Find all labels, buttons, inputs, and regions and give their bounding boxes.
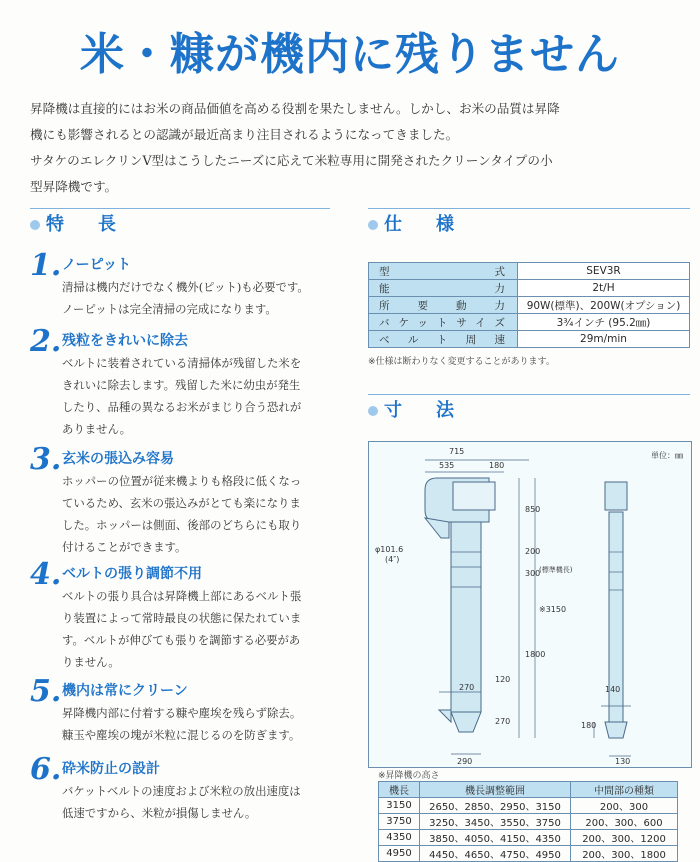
feature-number: 1.: [30, 248, 62, 283]
svg-text:850: 850: [525, 505, 541, 514]
bullet-icon: [368, 406, 378, 416]
svg-text:1800: 1800: [525, 650, 546, 659]
feature-body: ホッパーの位置が従来機よりも格段に低くなっ ているため、玄米の張込みがとても楽になりま した。ホッパーは側面、後部のどちらにも取り 付けることができます。: [62, 474, 302, 554]
intro-line: サタケのエレクリンV型はこうしたニーズに応えて米粒専用に開発されたクリーンタイプの小: [30, 153, 553, 168]
bullet-icon: [368, 220, 378, 230]
feature-number: 5.: [30, 674, 62, 709]
feature-title: 機内は常にクリーン: [62, 683, 188, 699]
feature-title: 残粒をきれいに除去: [62, 333, 188, 349]
table-row: ベルト周速 29m/min: [369, 331, 690, 348]
page-title: 米・糠が機内に残りません: [80, 29, 620, 80]
feature-item: [30, 324, 330, 440]
svg-text:200: 200: [525, 547, 541, 556]
side-boot: [605, 722, 627, 738]
intro-line: 機にも影響されるとの認識が最近高まり注目されるようになってきました。: [30, 127, 459, 142]
feature-item: [30, 674, 330, 746]
svg-text:270: 270: [459, 683, 475, 692]
svg-text:(標準機長): (標準機長): [539, 566, 573, 574]
feature-title: ベルトの張り調節不用: [62, 566, 202, 582]
feature-body: 昇降機内部に付着する糠や塵埃を残らず除去。 糠玉や塵埃の塊が米粒に混じるのを防ぎます。: [62, 706, 302, 742]
svg-text:φ101.6: φ101.6: [375, 545, 404, 554]
unit-label: 単位：㎜: [651, 451, 683, 460]
side-head: [605, 482, 627, 510]
feature-body: 清掃は機内だけでなく機外(ピット)も必要です。 ノーピットは完全清掃の完成になります。: [62, 280, 309, 316]
dimension-drawing: [368, 441, 692, 768]
table-row: 型式 SEV3R: [369, 263, 690, 280]
svg-text:180: 180: [489, 461, 505, 470]
feature-number: 2.: [30, 324, 62, 359]
feature-body: ベルトの張り具合は昇降機上部にあるベルト張 り装置によって常時最良の状態に保たれていま す。ベルトが伸びても張りを調節する必要があ りません。: [62, 589, 302, 669]
intro-text: [30, 96, 680, 200]
feature-item: [30, 557, 330, 673]
boot: [451, 712, 481, 732]
length-note: ※昇降機の高さ: [378, 771, 440, 781]
feature-number: 4.: [30, 557, 62, 592]
table-row: 3750 3250、3450、3550、3750 200、300、600: [379, 814, 678, 830]
svg-text:180: 180: [581, 721, 597, 730]
table-header-row: 機長 機長調整範囲 中間部の種類: [379, 782, 678, 798]
spec-note: ※仕様は断わりなく変更することがあります。: [368, 357, 555, 367]
svg-text:300: 300: [525, 569, 541, 578]
feature-body: バケットベルトの速度および米粒の放出速度は 低速ですから、米粒が損傷しません。: [62, 784, 301, 820]
feature-body: ベルトに装着されている清掃体が残留した米を きれいに除去します。残留した米に幼虫が発生 したり、品種の異なるお米がまじり合う恐れが ありません。: [62, 356, 302, 436]
feature-number: 3.: [30, 442, 62, 477]
svg-text:270: 270: [495, 717, 511, 726]
table-row: 所要動力 90W(標準)、200W(オプション): [369, 297, 690, 314]
motor: [453, 482, 495, 510]
spec-heading: 仕 様: [368, 208, 690, 241]
table-row: 4350 3850、4050、4150、4350 200、300、1200: [379, 830, 678, 846]
table-row: 4950 4450、4650、4750、4950 200、300、1800: [379, 846, 678, 862]
svg-text:120: 120: [495, 675, 511, 684]
table-row: バケットサイズ 3¾インチ (95.2㎜): [369, 314, 690, 331]
svg-text:535: 535: [439, 461, 455, 470]
feature-title: 砕米防止の設計: [62, 761, 160, 777]
feature-item: [30, 752, 330, 824]
feature-item: [30, 248, 330, 320]
discharge-spout: [425, 518, 449, 538]
feature-item: [30, 442, 330, 558]
intro-line: 型昇降機です。: [30, 179, 118, 194]
feature-title: 玄米の張込み容易: [62, 451, 174, 467]
spec-table: [368, 262, 690, 348]
svg-text:※3150: ※3150: [539, 605, 567, 614]
svg-text:130: 130: [615, 757, 631, 766]
feature-number: 6.: [30, 752, 62, 787]
intro-line: 昇降機は直接的にはお米の商品価値を高める役割を果たしません。しかし、お米の品質は昇降: [30, 101, 560, 116]
svg-text:715: 715: [449, 447, 465, 456]
dimensions-heading: 寸 法: [368, 394, 690, 427]
table-row: 3150 2650、2850、2950、3150 200、300: [379, 798, 678, 814]
length-table: [378, 781, 678, 862]
svg-text:290: 290: [457, 757, 473, 766]
hopper: [439, 710, 451, 722]
feature-title: ノーピット: [62, 257, 132, 273]
svg-text:140: 140: [605, 685, 621, 694]
table-row: 能力 2t/H: [369, 280, 690, 297]
bullet-icon: [30, 220, 40, 230]
svg-text:(4″): (4″): [385, 555, 400, 564]
features-heading: 特 長: [30, 208, 330, 241]
